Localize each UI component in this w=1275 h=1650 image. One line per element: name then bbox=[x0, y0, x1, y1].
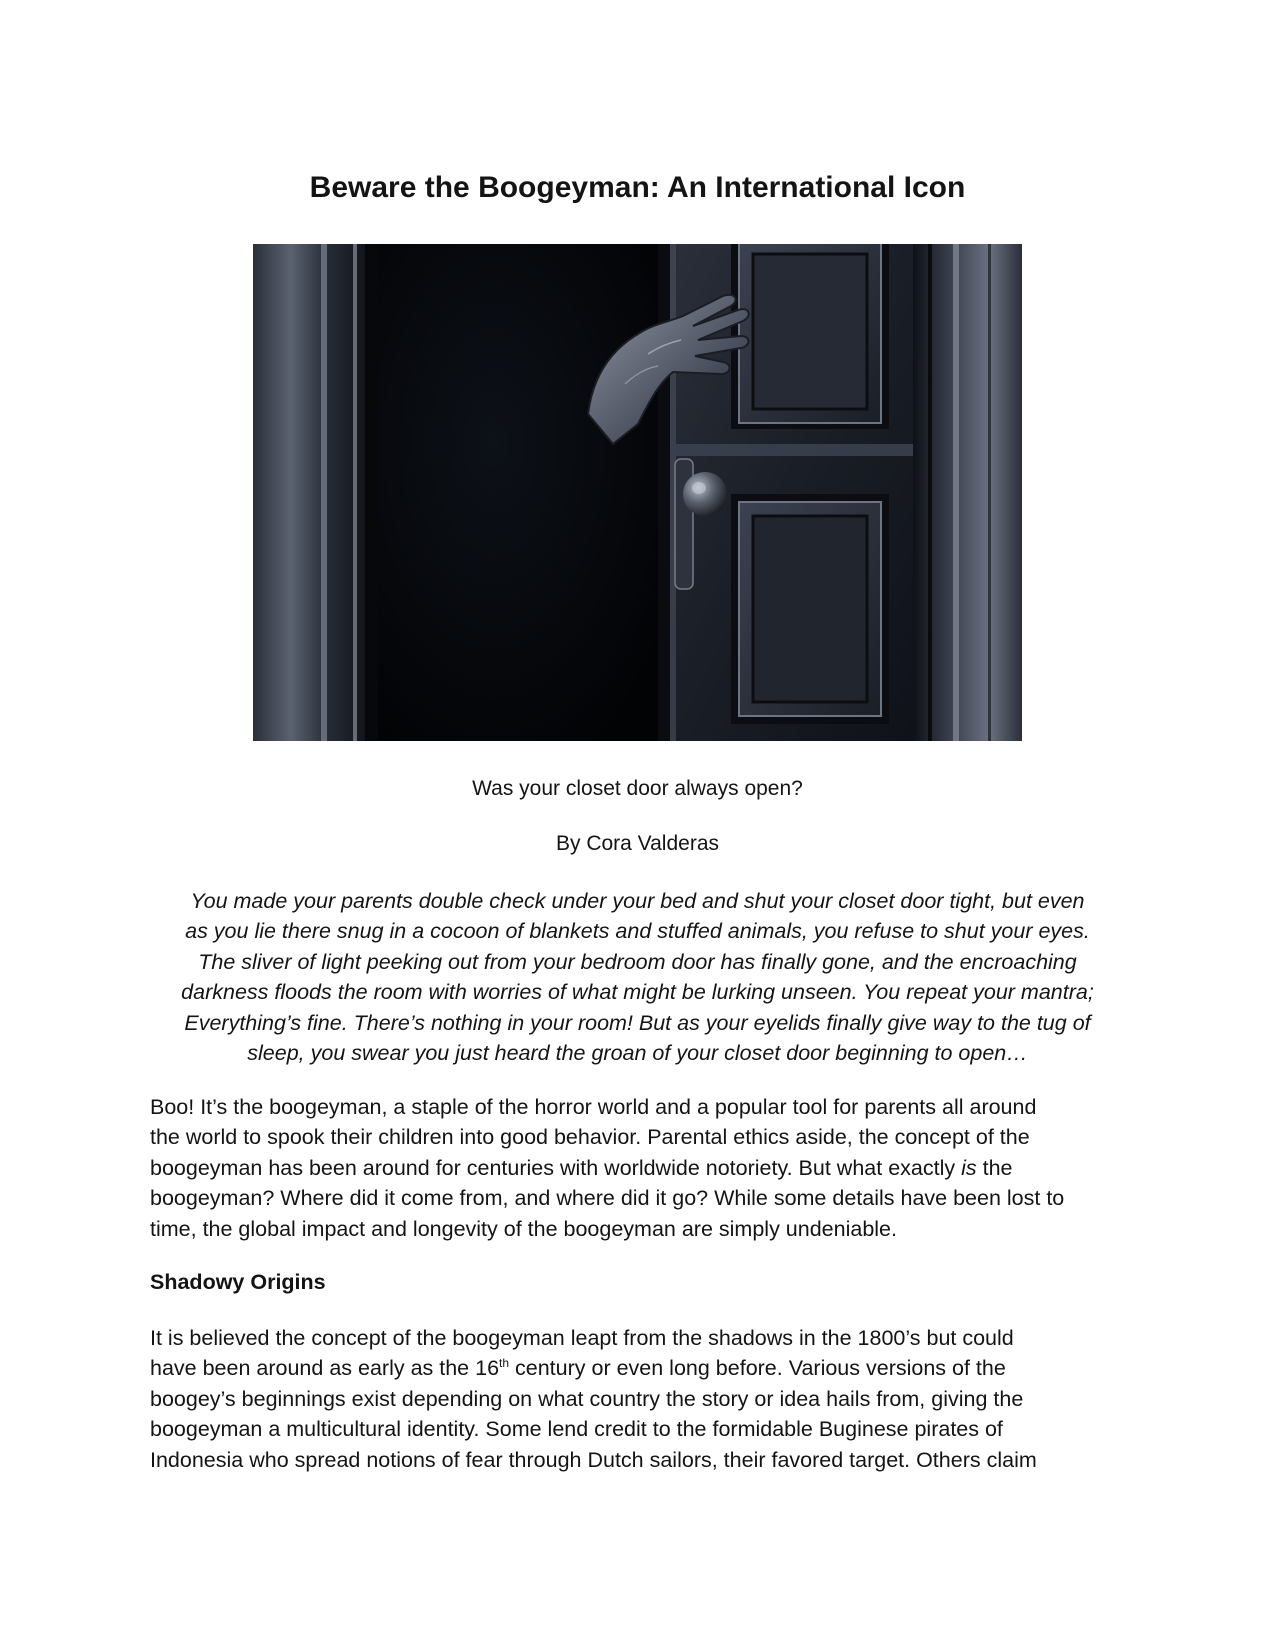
body-paragraph-1 bbox=[150, 1092, 1130, 1244]
intro-line: You made your parents double check under your bed and shut your closet door tight, but even bbox=[190, 889, 1085, 913]
paragraph-line bbox=[150, 1353, 1130, 1383]
intro-line: sleep, you swear you just heard the groan of your closet door beginning to open… bbox=[247, 1041, 1028, 1066]
hero-illustration bbox=[253, 244, 1022, 741]
paragraph-line: Boo! It’s the boogeyman, a staple of the horror world and a popular tool for parents all around bbox=[150, 1095, 1037, 1119]
paragraph-line: time, the global impact and longevity of the boogeyman are simply undeniable. bbox=[150, 1216, 897, 1241]
closet-door-hand-image bbox=[253, 244, 1022, 741]
intro-line: darkness floods the room with worries of what might be lurking unseen. You repeat your mantra; bbox=[181, 980, 1094, 1005]
paragraph-line: boogeyman a multicultural identity. Some lend credit to the formidable Buginese pirates of bbox=[150, 1417, 1003, 1442]
intro-line: The sliver of light peeking out from your bedroom door has finally gone, and the encroaching bbox=[198, 949, 1077, 974]
paragraph-line bbox=[150, 1153, 1130, 1183]
image-caption: Was your closet door always open? bbox=[472, 777, 803, 800]
paragraph-line: boogey’s beginnings exist depending on what country the story or idea hails from, giving the bbox=[150, 1386, 1024, 1411]
text-run: the bbox=[976, 1155, 1013, 1180]
section-heading: Shadowy Origins bbox=[150, 1270, 326, 1294]
text-run: have been around as early as the 16 bbox=[150, 1356, 500, 1381]
superscript-ordinal: th bbox=[499, 1356, 510, 1371]
paragraph-line: the world to spook their children into good behavior. Parental ethics aside, the concept of the bbox=[150, 1125, 1030, 1150]
text-run: century or even long before. Various versions of the bbox=[509, 1356, 1006, 1381]
text-run: boogeyman has been around for centuries with worldwide notoriety. But what exactly bbox=[150, 1155, 962, 1180]
byline: By Cora Valderas bbox=[555, 832, 720, 855]
paragraph-line: boogeyman? Where did it come from, and where did it go? While some details have been lost to bbox=[150, 1186, 1065, 1211]
body-paragraph-2 bbox=[150, 1323, 1130, 1475]
emphasis-text: is bbox=[961, 1155, 977, 1180]
paragraph-line: It is believed the concept of the boogeyman leapt from the shadows in the 1800’s but could bbox=[150, 1326, 1014, 1350]
intro-line: as you lie there snug in a cocoon of blankets and stuffed animals, you refuse to shut your eyes. bbox=[185, 919, 1090, 944]
intro-paragraph bbox=[148, 886, 1127, 1068]
intro-line: Everything’s fine. There’s nothing in your room! But as your eyelids finally give way to the tug of bbox=[184, 1010, 1091, 1035]
paragraph-line: Indonesia who spread notions of fear through Dutch sailors, their favored target. Others claim bbox=[150, 1447, 1037, 1472]
article-title: Beware the Boogeyman: An International Icon bbox=[309, 171, 966, 204]
